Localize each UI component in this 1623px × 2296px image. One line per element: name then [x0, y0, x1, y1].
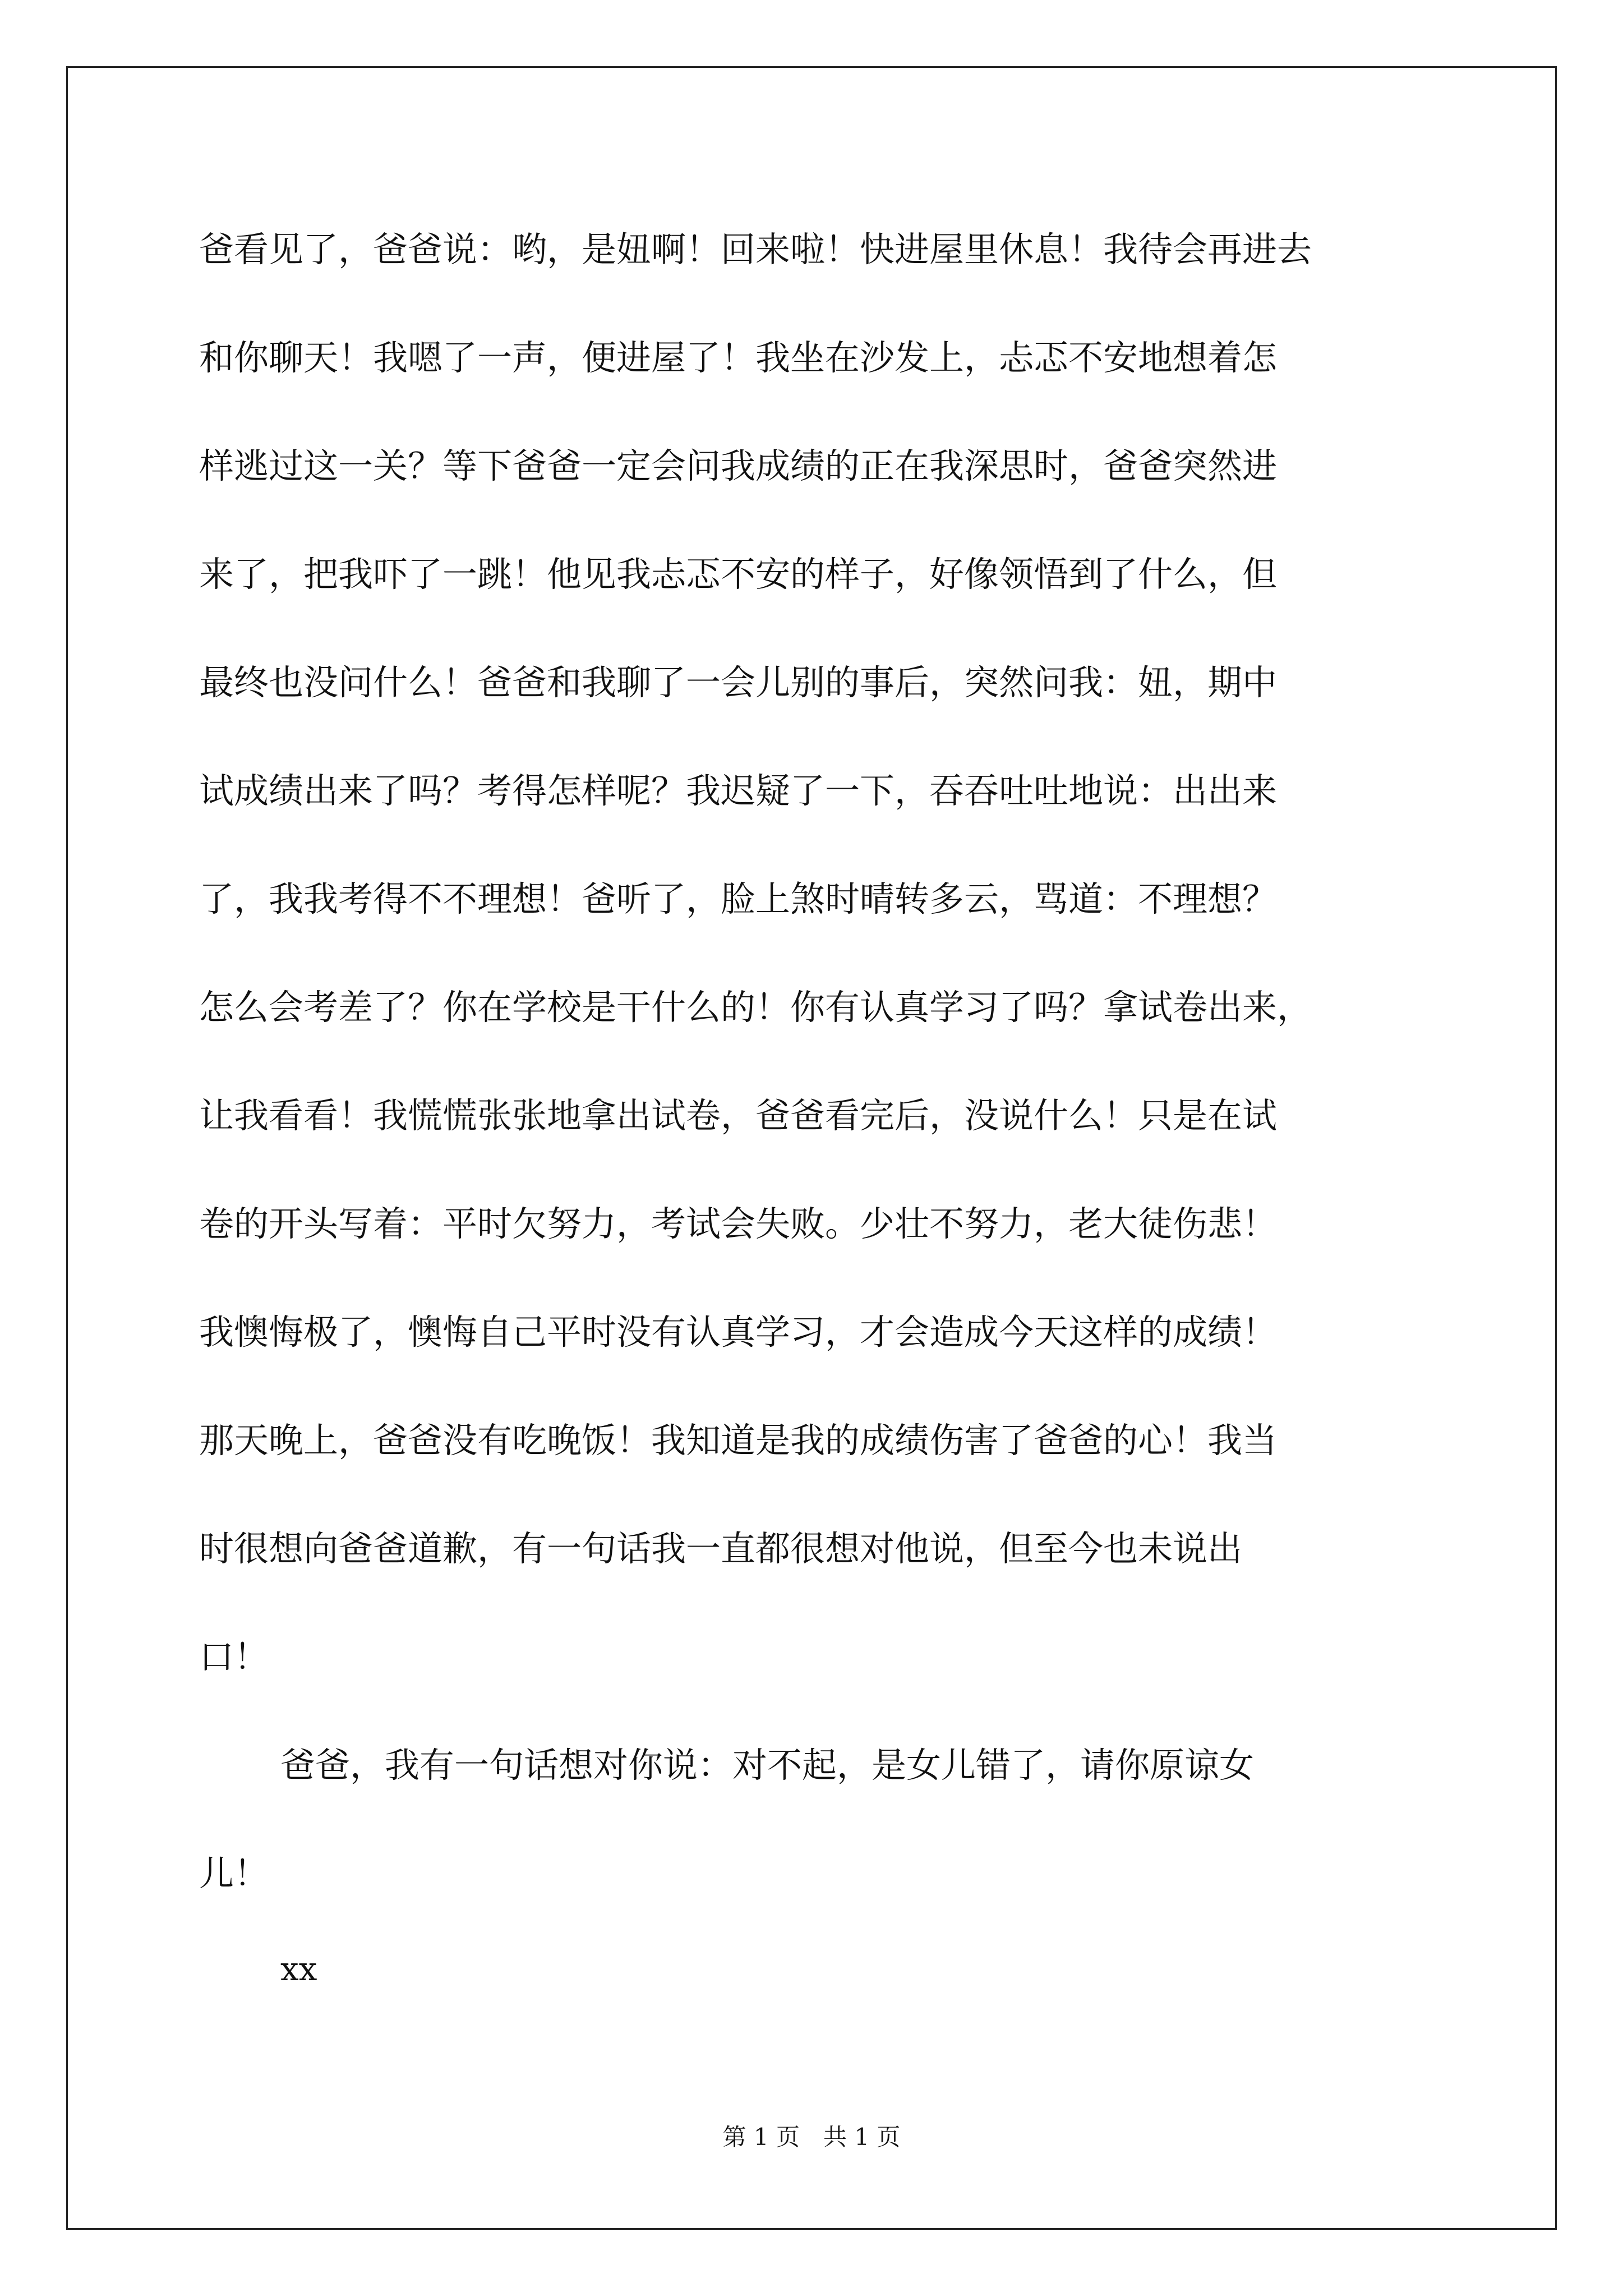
- paragraph-line: 最终也没问什么！爸爸和我聊了一会儿别的事后，突然问我：妞，期中: [199, 662, 1278, 703]
- paragraph-line: 了，我我考得不不理想！爸听了，脸上煞时晴转多云，骂道：不理想？: [199, 878, 1278, 919]
- paragraph-line: 爸爸，我有一句话想对你说：对不起，是女儿错了，请你原谅女: [280, 1745, 1255, 1786]
- paragraph-line: 样逃过这一关？等下爸爸一定会问我成绩的正在我深思时，爸爸突然进: [199, 445, 1278, 486]
- page-number-footer: 第 1 页 共 1 页: [722, 2123, 901, 2151]
- paragraph-line: 时很想向爸爸道歉，有一句话我一直都很想对他说，但至今也未说出: [199, 1528, 1243, 1569]
- paragraph-line: 来了，把我吓了一跳！他见我忐忑不安的样子，好像领悟到了什么，但: [199, 554, 1278, 595]
- signature: xx: [280, 1950, 317, 1988]
- paragraph-line: 怎么会考差了？你在学校是干什么的！你有认真学习了吗？拿试卷出来，: [199, 987, 1312, 1028]
- paragraph-line: 那天晚上，爸爸没有吃晚饭！我知道是我的成绩伤害了爸爸的心！我当: [199, 1420, 1278, 1461]
- paragraph-line: 我懊悔极了，懊悔自己平时没有认真学习，才会造成今天这样的成绩！: [199, 1312, 1278, 1352]
- paragraph-line: 儿！: [199, 1853, 269, 1894]
- paragraph-line: 口！: [199, 1636, 269, 1677]
- paragraph-line: 卷的开头写着：平时欠努力，考试会失败。少壮不努力，老大徒伤悲！: [199, 1203, 1278, 1244]
- paragraph-line: 试成绩出来了吗？考得怎样呢？我迟疑了一下，吞吞吐吐地说：出出来: [199, 770, 1278, 811]
- paragraph-line: 让我看看！我慌慌张张地拿出试卷，爸爸看完后，没说什么！只是在试: [199, 1095, 1278, 1136]
- paragraph-line: 和你聊天！我嗯了一声，便进屋了！我坐在沙发上，忐忑不安地想着怎: [199, 337, 1278, 378]
- paragraph-line: 爸看见了，爸爸说：哟，是妞啊！回来啦！快进屋里休息！我待会再进去: [199, 229, 1312, 270]
- page-border: [66, 66, 1557, 2230]
